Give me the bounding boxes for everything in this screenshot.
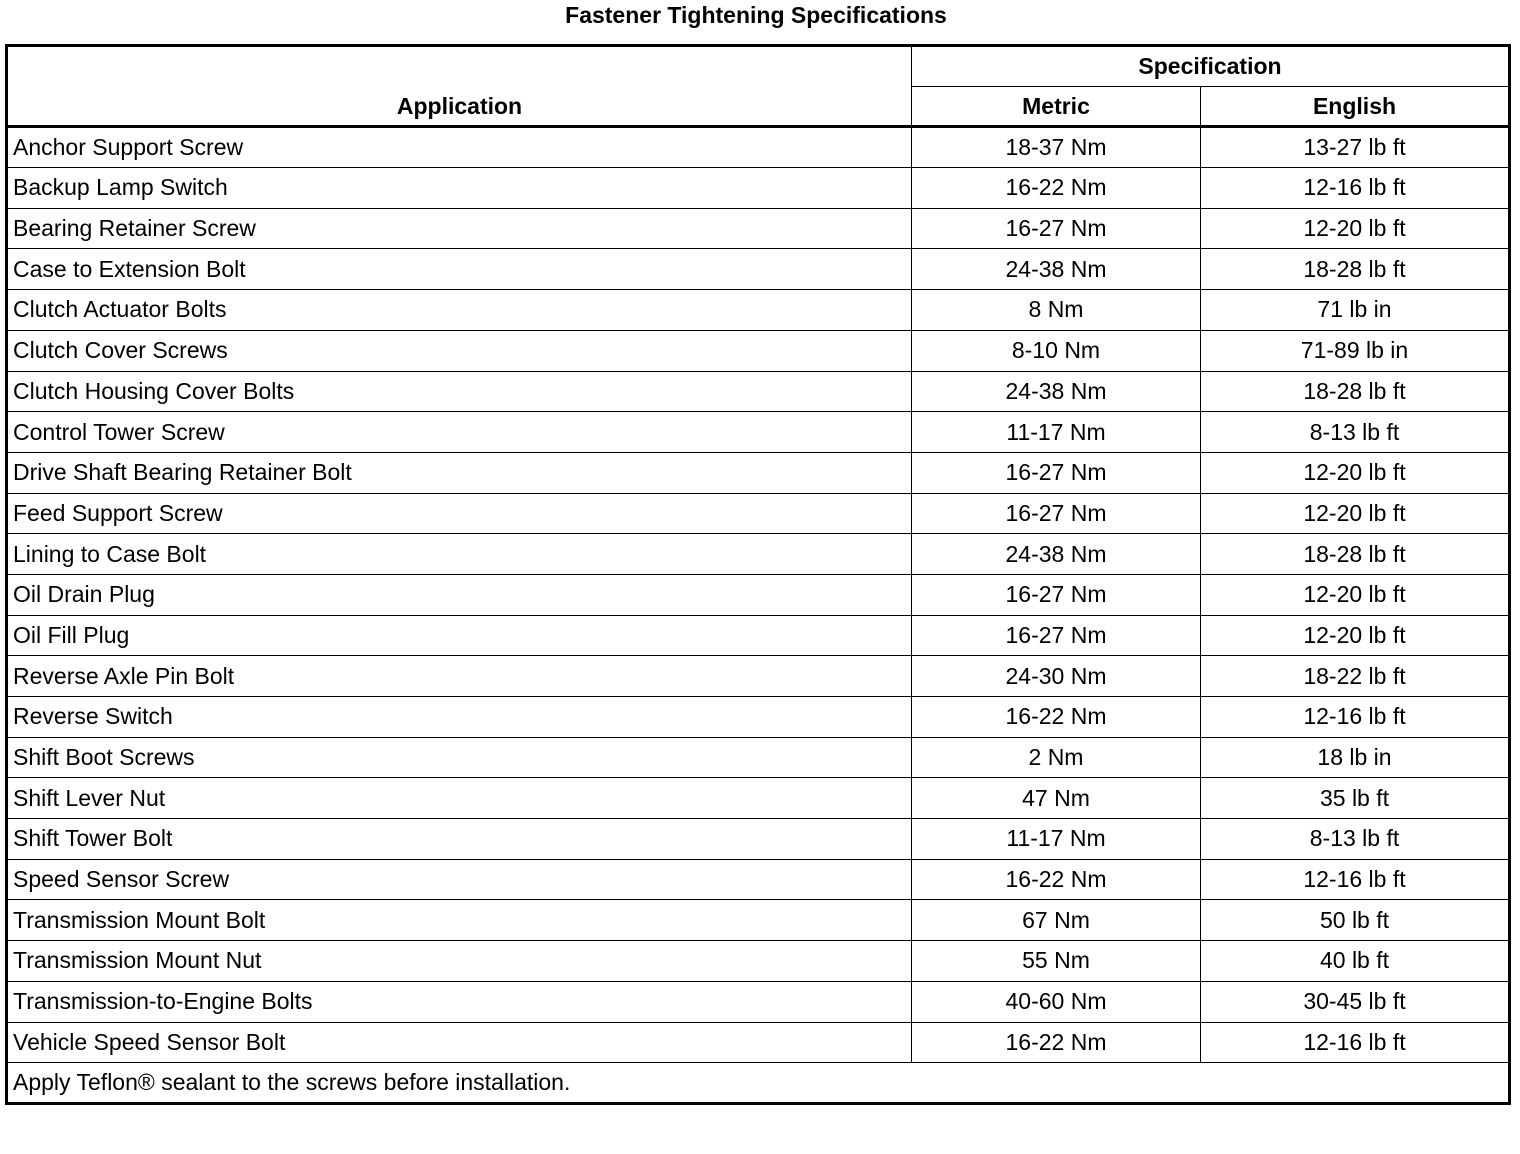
metric-cell: 16-27 Nm [912,574,1201,615]
table-row [7,941,1510,982]
page-title: Fastener Tightening Specifications [565,2,947,28]
english-cell: 71 lb in [1201,290,1510,331]
application-cell: Control Tower Screw [7,412,912,453]
table-row [7,574,1510,615]
english-cell: 12-20 lb ft [1201,493,1510,534]
application-cell: Drive Shaft Bearing Retainer Bolt [7,452,912,493]
application-cell: Transmission-to-Engine Bolts [7,981,912,1022]
application-cell: Reverse Axle Pin Bolt [7,656,912,697]
application-cell: Speed Sensor Screw [7,859,912,900]
english-cell: 12-16 lb ft [1201,1022,1510,1063]
table-row [7,615,1510,656]
metric-cell: 24-38 Nm [912,249,1201,290]
table-row [7,737,1510,778]
english-cell: 18-22 lb ft [1201,656,1510,697]
column-header-specification: Specification [912,46,1510,87]
table-row [7,168,1510,209]
metric-cell: 8 Nm [912,290,1201,331]
application-cell: Oil Fill Plug [7,615,912,656]
metric-cell: 18-37 Nm [912,127,1201,168]
english-cell: 12-20 lb ft [1201,208,1510,249]
table-row [7,900,1510,941]
english-cell: 30-45 lb ft [1201,981,1510,1022]
metric-cell: 47 Nm [912,778,1201,819]
metric-cell: 16-22 Nm [912,859,1201,900]
application-cell: Lining to Case Bolt [7,534,912,575]
english-cell: 18-28 lb ft [1201,371,1510,412]
application-cell: Vehicle Speed Sensor Bolt [7,1022,912,1063]
metric-cell: 16-27 Nm [912,452,1201,493]
english-cell: 8-13 lb ft [1201,412,1510,453]
application-cell: Oil Drain Plug [7,574,912,615]
metric-cell: 16-27 Nm [912,208,1201,249]
application-cell: Transmission Mount Bolt [7,900,912,941]
application-cell: Case to Extension Bolt [7,249,912,290]
metric-cell: 11-17 Nm [912,819,1201,860]
column-header-metric: Metric [912,86,1201,127]
column-header-english: English [1201,86,1510,127]
table-row [7,371,1510,412]
application-cell: Clutch Actuator Bolts [7,290,912,331]
metric-cell: 2 Nm [912,737,1201,778]
column-header-application: Application [7,46,912,127]
metric-cell: 11-17 Nm [912,412,1201,453]
table-row [7,127,1510,168]
metric-cell: 24-38 Nm [912,534,1201,575]
table-row [7,208,1510,249]
metric-cell: 16-22 Nm [912,168,1201,209]
english-cell: 12-16 lb ft [1201,697,1510,738]
english-cell: 18 lb in [1201,737,1510,778]
metric-cell: 40-60 Nm [912,981,1201,1022]
english-cell: 12-16 lb ft [1201,859,1510,900]
english-cell: 40 lb ft [1201,941,1510,982]
table-row [7,697,1510,738]
metric-cell: 8-10 Nm [912,330,1201,371]
english-cell: 18-28 lb ft [1201,534,1510,575]
spec-table-body [7,127,1510,1063]
application-cell: Backup Lamp Switch [7,168,912,209]
note-row [7,1063,1510,1104]
application-cell: Clutch Cover Screws [7,330,912,371]
application-cell: Transmission Mount Nut [7,941,912,982]
table-row [7,656,1510,697]
metric-cell: 24-30 Nm [912,656,1201,697]
english-cell: 18-28 lb ft [1201,249,1510,290]
table-row [7,534,1510,575]
application-cell: Shift Tower Bolt [7,819,912,860]
table-row [7,1022,1510,1063]
english-cell: 12-16 lb ft [1201,168,1510,209]
table-row [7,249,1510,290]
table-row [7,330,1510,371]
table-row [7,859,1510,900]
metric-cell: 16-22 Nm [912,697,1201,738]
metric-cell: 24-38 Nm [912,371,1201,412]
english-cell: 8-13 lb ft [1201,819,1510,860]
english-cell: 12-20 lb ft [1201,452,1510,493]
table-row [7,981,1510,1022]
english-cell: 12-20 lb ft [1201,615,1510,656]
english-cell: 12-20 lb ft [1201,574,1510,615]
table-row [7,819,1510,860]
application-cell: Bearing Retainer Screw [7,208,912,249]
table-row [7,452,1510,493]
english-cell: 71-89 lb in [1201,330,1510,371]
table-row [7,778,1510,819]
fastener-spec-table [5,44,1511,1105]
table-row [7,290,1510,331]
application-cell: Feed Support Screw [7,493,912,534]
table-row [7,412,1510,453]
table-row [7,493,1510,534]
metric-cell: 16-22 Nm [912,1022,1201,1063]
metric-cell: 55 Nm [912,941,1201,982]
application-cell: Shift Boot Screws [7,737,912,778]
application-cell: Clutch Housing Cover Bolts [7,371,912,412]
application-cell: Anchor Support Screw [7,127,912,168]
metric-cell: 16-27 Nm [912,493,1201,534]
application-cell: Reverse Switch [7,697,912,738]
english-cell: 13-27 lb ft [1201,127,1510,168]
metric-cell: 67 Nm [912,900,1201,941]
metric-cell: 16-27 Nm [912,615,1201,656]
english-cell: 50 lb ft [1201,900,1510,941]
application-cell: Shift Lever Nut [7,778,912,819]
installation-note: Apply Teflon® sealant to the screws before installation. [7,1063,1510,1104]
english-cell: 35 lb ft [1201,778,1510,819]
